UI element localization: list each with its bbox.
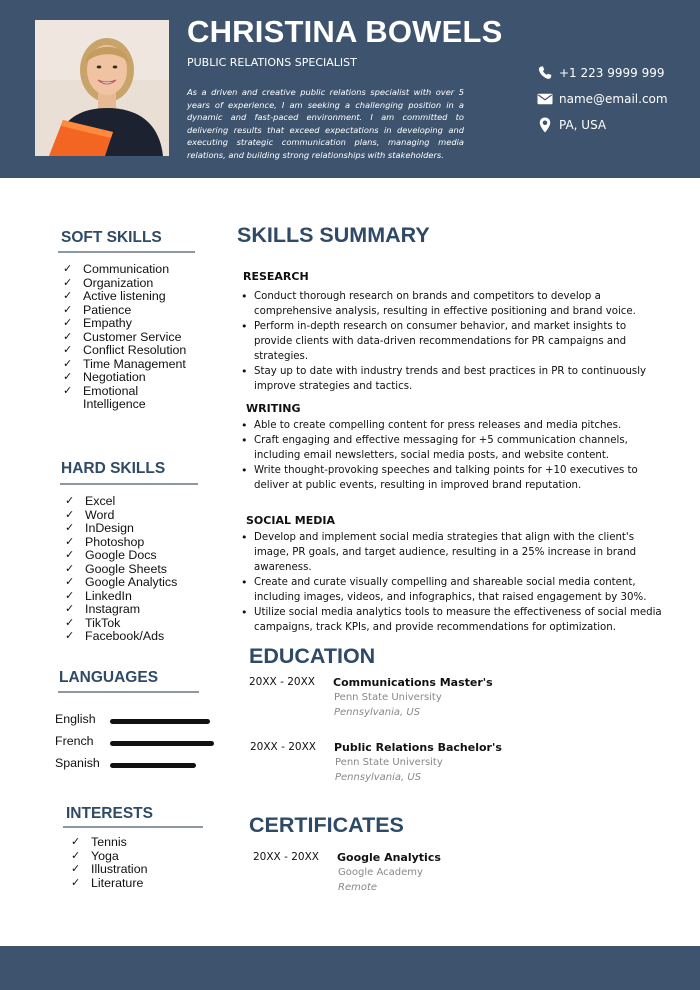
list-item [64,603,204,617]
education-heading: EDUCATION [249,644,376,668]
location-text: PA, USA [559,118,607,132]
contact-location [536,115,606,135]
list-item [64,563,204,577]
bullet-item: • Create and curate visually compelling and shareable social media content, including images, videos, and infographics, that raised engagement by 30%. [240,575,664,605]
list-item-label: Time Management [83,356,186,371]
list-item-label: Excel [85,494,116,508]
list-item-label: Literature [91,875,144,890]
checkmark-icon: ✓ [71,876,81,889]
language-row [55,711,110,727]
soft-skills-list [62,263,202,412]
list-item-label: Google Docs [85,548,157,562]
candidate-name: CHRISTINA BOWELS [187,14,503,49]
certificate-location: Remote [338,882,378,893]
list-item-label: Empathy [83,316,132,330]
bullet-item: • Craft engaging and effective messaging for +5 communication channels, including email newsletters, social media posts, and website content. [240,433,664,463]
list-item-label: Instagram [85,602,141,616]
checkmark-icon: ✓ [65,616,75,629]
language-name: Spanish [55,756,100,770]
map-pin-icon [536,116,554,134]
checkmark-icon: ✓ [71,863,81,875]
education-location: Pennsylvania, US [334,707,421,718]
list-item [64,509,204,523]
research-bullets [240,289,664,394]
checkmark-icon: ✓ [65,603,75,615]
list-item [64,522,204,536]
education-location: Pennsylvania, US [335,772,422,783]
checkmark-icon: ✓ [63,303,73,316]
checkmark-icon: ✓ [65,495,75,507]
list-item [62,371,202,385]
language-level-bar [110,719,210,724]
language-level-bar [110,763,196,768]
list-item [64,549,204,563]
list-item [70,877,210,891]
profile-summary: As a driven and creative public relations specialist with over 5 years of experience, I am seeking a challenging position in a dynamic and fast-paced environment. I am committed to delivering results that exceed expectations in developing and executing strategic communication plans, managing media relations, and building strong relationships with stakeholders. [187,87,464,160]
checkmark-icon: ✓ [63,290,73,302]
email-address: name@email.com [559,92,668,106]
list-item-label: Facebook/Ads [85,629,165,643]
list-item-label: Google Analytics [85,575,178,589]
list-item-label: Organization [83,275,154,290]
skills-summary-heading: SKILLS SUMMARY [237,223,430,247]
language-row [55,755,110,771]
list-item [64,630,204,644]
list-item [62,317,202,331]
list-item-label: Photoshop [85,534,145,549]
phone-number: +1 223 9999 999 [559,66,665,80]
checkmark-icon: ✓ [63,276,73,289]
interests-list [70,836,210,890]
checkmark-icon: ✓ [63,317,73,329]
languages-heading: LANGUAGES [59,669,159,686]
list-item-label: Communication [83,262,170,276]
list-item-label: Customer Service [83,329,182,344]
checkmark-icon: ✓ [63,344,73,356]
list-item-label: Conflict Resolution [83,343,187,357]
checkmark-icon: ✓ [63,357,73,370]
interests-divider [63,826,203,828]
header-banner [0,0,700,178]
checkmark-icon: ✓ [65,508,75,521]
list-item [64,590,204,604]
list-item-label: InDesign [85,521,134,535]
list-item-label: Illustration [91,862,148,876]
hard-skills-heading: HARD SKILLS [61,460,166,477]
bullet-item: • Stay up to date with industry trends and best practices in PR to continuously improve strategies and tactics. [240,364,664,394]
list-item-label: TikTok [85,615,121,630]
job-title: PUBLIC RELATIONS SPECIALIST [187,56,357,69]
interests-heading: INTERESTS [66,805,153,822]
bullet-item: • Develop and implement social media strategies that align with the client's image, PR goals, and target audience, resulting in a 25% increase in brand awareness. [240,530,664,575]
education-years: 20XX - 20XX [250,741,316,753]
profile-photo [35,20,169,156]
language-row [55,733,110,749]
list-item-label: Active listening [83,289,166,303]
phone-icon [536,64,554,82]
checkmark-icon: ✓ [65,549,75,561]
education-degree: Communications Master's [333,676,493,689]
list-item [62,344,202,358]
list-item [64,617,204,631]
checkmark-icon: ✓ [71,849,81,862]
list-item [70,863,210,877]
list-item-label: Tennis [91,835,127,849]
education-school: Penn State University [335,757,443,768]
education-years: 20XX - 20XX [249,676,315,688]
contact-email [536,89,668,109]
list-item-label: Word [85,507,115,522]
languages-divider [58,691,199,693]
list-item [64,495,204,509]
list-item [62,358,202,372]
checkmark-icon: ✓ [63,371,73,383]
checkmark-icon: ✓ [63,330,73,343]
list-item [70,850,210,864]
bullet-item: • Perform in-depth research on consumer behavior, and market insights to provide clients with data-driven recommendations for PR campaigns and strategies. [240,319,664,364]
envelope-icon [536,90,554,108]
checkmark-icon: ✓ [63,263,73,275]
hard-skills-divider [60,483,198,485]
checkmark-icon: ✓ [65,576,75,588]
list-item [62,263,202,277]
checkmark-icon: ✓ [65,562,75,575]
certificate-years: 20XX - 20XX [253,851,319,863]
footer-banner [0,946,700,990]
social-media-bullets [240,530,664,635]
list-item [62,304,202,318]
bullet-item: • Write thought-provoking speeches and talking points for +10 executives to deliver at public events, resulting in improved brand reputation. [240,463,664,493]
certificates-heading: CERTIFICATES [249,813,404,837]
soft-skills-divider [58,251,195,253]
certificate-issuer: Google Academy [338,867,423,878]
certificate-name: Google Analytics [337,851,441,864]
bullet-item: • Able to create compelling content for press releases and media pitches. [240,418,664,433]
education-degree: Public Relations Bachelor's [334,741,502,754]
checkmark-icon: ✓ [65,589,75,602]
checkmark-icon: ✓ [63,384,73,397]
bullet-item: • Utilize social media analytics tools to measure the effectiveness of social media campaigns, track KPIs, and provide recommendations for optimization. [240,605,664,635]
hard-skills-list [64,495,204,644]
list-item [64,536,204,550]
list-item [62,385,202,412]
list-item-label: Google Sheets [85,561,167,576]
language-name: English [55,712,96,726]
education-school: Penn State University [334,692,442,703]
list-item-label: Yoga [91,848,119,863]
soft-skills-heading: SOFT SKILLS [61,229,162,246]
language-level-bar [110,741,214,746]
research-heading: RESEARCH [243,270,309,283]
writing-bullets [240,418,664,493]
list-item-label: LinkedIn [85,588,132,603]
writing-heading: WRITING [246,402,301,415]
list-item [70,836,210,850]
list-item-label: Patience [83,302,132,317]
checkmark-icon: ✓ [65,522,75,534]
list-item-label: Negotiation [83,370,146,384]
language-name: French [55,734,94,748]
social-media-heading: SOCIAL MEDIA [246,514,335,527]
list-item [62,277,202,291]
list-item-label: Emotional Intelligence [83,383,146,411]
checkmark-icon: ✓ [65,535,75,548]
contact-phone [536,63,664,83]
list-item [62,331,202,345]
list-item [64,576,204,590]
checkmark-icon: ✓ [71,836,81,848]
list-item [62,290,202,304]
bullet-item: • Conduct thorough research on brands and competitors to develop a comprehensive analysis, resulting in effective positioning and brand voice. [240,289,664,319]
checkmark-icon: ✓ [65,630,75,642]
